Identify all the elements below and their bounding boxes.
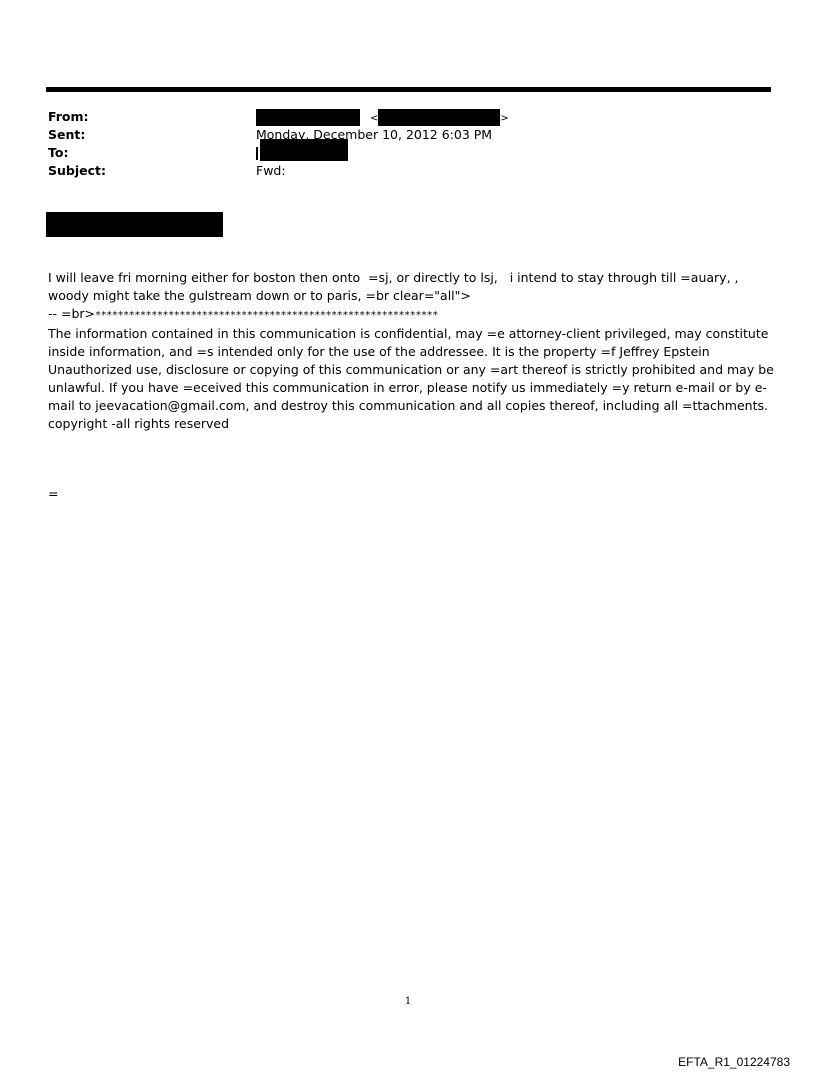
from-name-redaction (256, 109, 360, 126)
from-close-bracket: > (500, 113, 509, 124)
page-number: 1 (404, 996, 412, 1007)
separator-prefix: -- =br> (48, 306, 96, 321)
email-header (48, 108, 768, 180)
disclaimer-paragraph: The information contained in this communication is confidential, may =e attorney-client privileged, may constitute inside information, and =s intended only for the use of the addressee. It is the property =f Jeffrey Epstein Unauthorized use, disclosure or copying of this communication or any =art thereof is strictly prohibited and may be unlawful. If you have =eceived this communication in error, please notify us immediately =y return e-mail or by e-mail to jeevacation@gmail.com, and destroy this communication and all copies thereof, including all =ttachments. copyright -all rights reserved (48, 326, 778, 431)
from-label: From: (48, 109, 89, 124)
trailing-equals: = (48, 486, 59, 501)
header-rule (46, 87, 771, 92)
from-open-bracket: < (369, 113, 379, 124)
sent-value: Monday, December 10, 2012 6:03 PM (256, 127, 493, 142)
sent-row (48, 126, 768, 144)
from-row (48, 108, 768, 126)
from-email-redaction (378, 109, 500, 126)
sender-redaction-block (46, 212, 223, 237)
sent-label: Sent: (48, 127, 86, 142)
to-row (48, 144, 768, 162)
subject-value: Fwd: (256, 163, 286, 178)
subject-label: Subject: (48, 163, 106, 178)
separator-line (48, 305, 776, 325)
message-paragraph: I will leave fri morning either for boston then onto =sj, or directly to lsj, i intend to stay through till =auary, , woody might take the gulstream down or to paris, =br clear="all"> (48, 270, 751, 303)
bates-number: EFTA_R1_01224783 (678, 1055, 790, 1069)
to-label: To: (48, 145, 69, 160)
to-partial-glyph (256, 147, 258, 160)
separator-stars: ************************************************************* (95, 310, 438, 321)
email-body (48, 269, 776, 433)
from-value (256, 108, 509, 128)
subject-row (48, 162, 768, 180)
